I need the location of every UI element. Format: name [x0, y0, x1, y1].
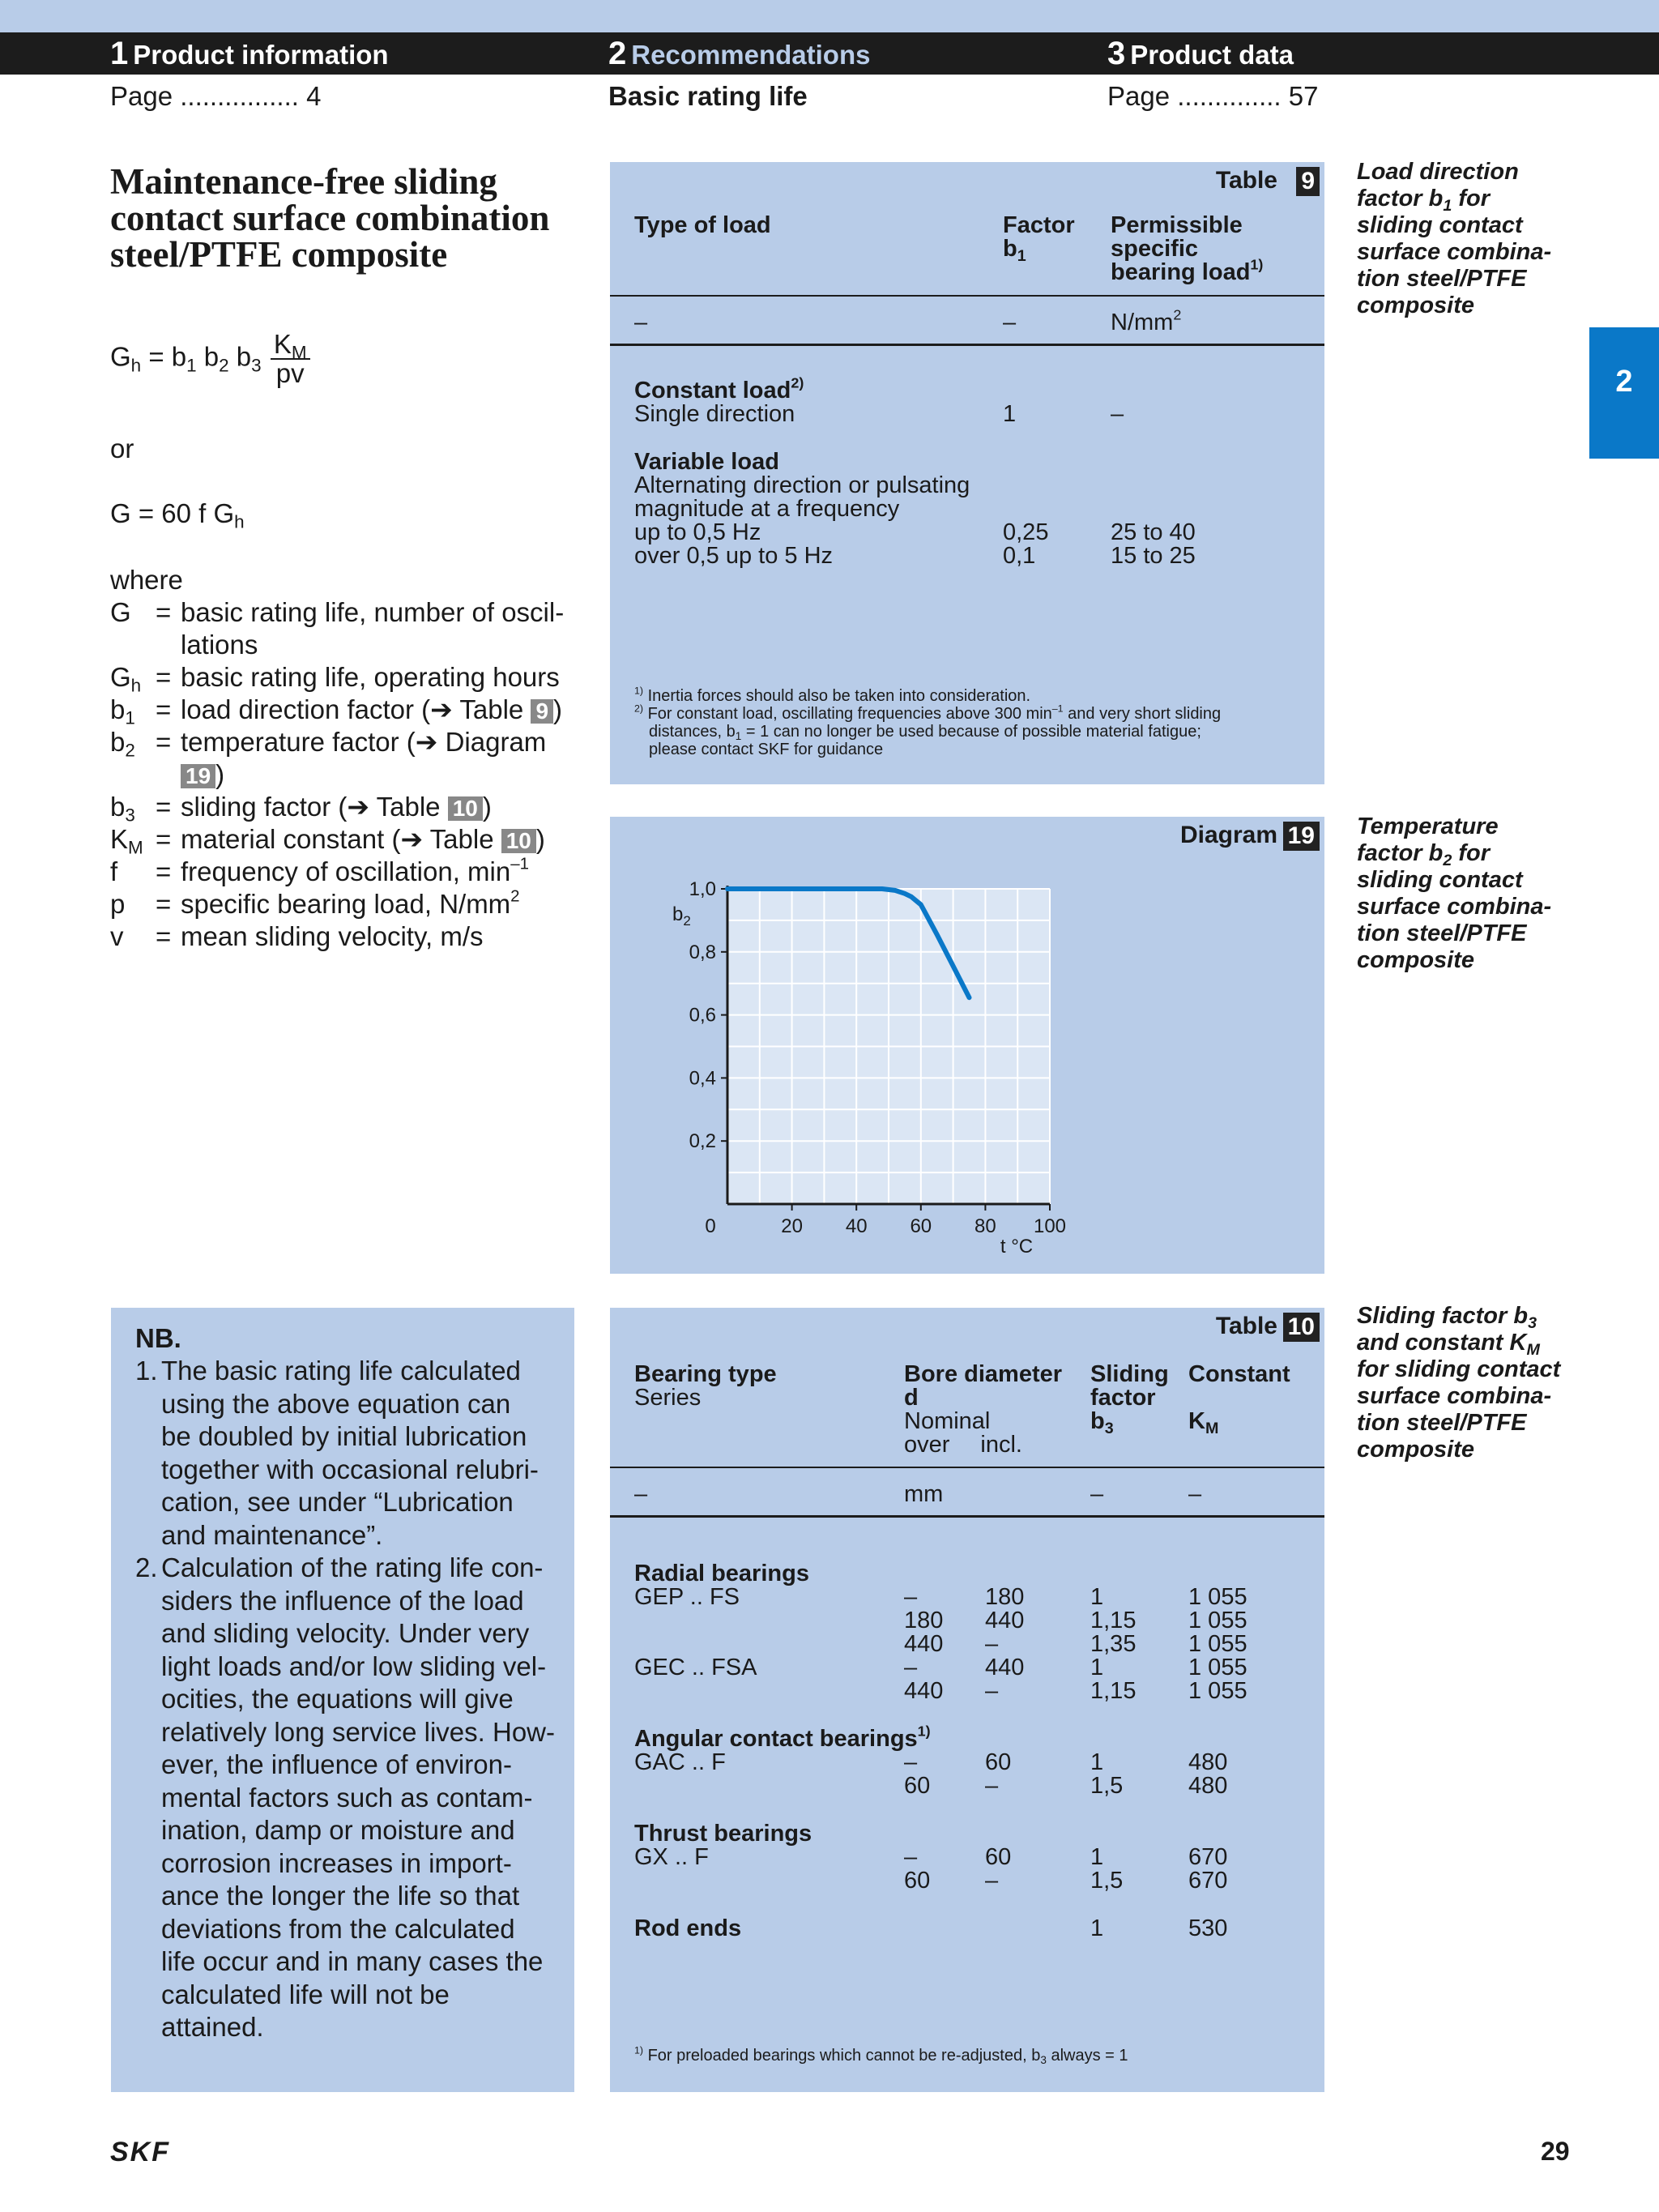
t10-cell: 180 [904, 1608, 944, 1633]
t10-rule-2 [610, 1515, 1324, 1518]
t9-footnote-1: $^{1)}$ Inertia forces should also be taken into consideration. [634, 685, 1031, 705]
t10-cell: 1 [1090, 1749, 1104, 1775]
t9-var-line-4: over 0,5 up to 5 Hz [634, 543, 834, 569]
nb-item-1-line: and maintenance”. [161, 1519, 383, 1550]
t10-cell: 1 [1090, 1655, 1104, 1680]
t10-h-constant: Constant $K_M$ [1188, 1361, 1290, 1437]
t10-cell: – [904, 1655, 918, 1680]
table-10-caption: Sliding factor $b_3$ and constant $K_M$ for sliding contact surface combina- tion steel/PTFE composite [1357, 1303, 1561, 1463]
nb-item-2-line: deviations from the calculated [161, 1913, 515, 1944]
skf-logo: SKF [110, 2137, 170, 2167]
formula-eq2: G = 60 f $G_h$ [110, 498, 245, 532]
t9-rule-1 [610, 295, 1324, 297]
nb-item-2-line: ocities, the equations will give [161, 1684, 514, 1714]
diagram-19-number: 19 [1283, 822, 1320, 851]
ref-table-10[interactable]: 10 [448, 796, 483, 821]
nav-sub-2: Basic rating life [608, 81, 808, 111]
t9-var-factor-1: 0,25 [1003, 519, 1049, 545]
page-number: 29 [1541, 2137, 1570, 2166]
nb-item-2-line: Calculation of the rating life con- 2. [161, 1552, 543, 1585]
t10-cell: – [904, 1584, 918, 1610]
x-tick-label: 80 [975, 1215, 996, 1237]
formula-where: where [110, 565, 183, 595]
t9-unit-3: $N/mm^2$ [1111, 306, 1182, 335]
t9-unit-2: – [1003, 310, 1017, 335]
t10-cell: – [985, 1868, 999, 1894]
y-tick-label: 1,0 [689, 878, 716, 900]
t10-cell: – [904, 1749, 918, 1775]
t10-cell: 1 [1090, 1915, 1104, 1941]
nav-sub-1[interactable]: Page ................ 4 [110, 81, 322, 111]
nb-item-2-line: ance the longer the life so that [161, 1881, 520, 1911]
t10-cell: 1 055 [1188, 1608, 1247, 1633]
t10-cell: – [985, 1631, 999, 1657]
t10-unit-1: – [634, 1481, 648, 1507]
y-tick-label: 0,8 [689, 941, 716, 963]
y-tick-label: 0,4 [689, 1067, 716, 1090]
t10-cell: 1 055 [1188, 1584, 1247, 1610]
table-9-tag: Table [1215, 167, 1277, 194]
t10-cell: 440 [904, 1631, 944, 1657]
t9-footnote-3: distances, $b_1 = 1$ can no longer be used because of possible material fatigue; [649, 723, 1201, 743]
t10-rule-1 [610, 1467, 1324, 1468]
nb-item-1-line: be doubled by initial lubrication [161, 1421, 527, 1451]
nb-item-2-line: corrosion increases in import- [161, 1847, 512, 1878]
ref-table-10b[interactable]: 10 [501, 829, 536, 853]
table-10-number: 10 [1283, 1313, 1320, 1342]
t10-h-sliding: Sliding factor $b_3$ [1090, 1361, 1169, 1437]
t10-cell: 440 [985, 1655, 1025, 1680]
t10-cell: 440 [904, 1678, 944, 1704]
temperature-factor-chart [610, 817, 1324, 1274]
top-band [0, 0, 1659, 32]
t10-cell: 1,35 [1090, 1631, 1137, 1657]
ref-diagram-19[interactable]: 19 [181, 764, 215, 788]
table-9-panel [610, 162, 1324, 784]
ref-table-9[interactable]: 9 [531, 699, 553, 724]
table-10-tag: Table [1215, 1313, 1277, 1339]
t9-h-load: Permissible specific bearing load$^{1)}$ [1111, 212, 1264, 285]
t10-cell: GEC .. FSA [634, 1655, 757, 1680]
nb-item-2-line: attained. [161, 2012, 264, 2042]
t10-group-thrust-bearings: Thrust bearings [634, 1821, 812, 1847]
t9-const-sub: Single direction [634, 401, 795, 427]
formula-main: $G_h = b_1$ $b_2$ $b_3$ $\frac{K_M}{pv}$ [110, 331, 310, 387]
t9-var-factor-2: 0,1 [1003, 543, 1036, 569]
t9-var-line-3: up to 0,5 Hz [634, 519, 761, 545]
t10-cell: 1 055 [1188, 1678, 1247, 1704]
t10-h-bore: Bore diameter d Nominal over incl. [904, 1361, 1063, 1458]
nb-item-1-line: using the above equation can [161, 1388, 511, 1419]
nb-item-2-line: light loads and/or low sliding vel- [161, 1650, 547, 1681]
diagram-19-tag: Diagram [1179, 822, 1277, 848]
t10-cell: 480 [1188, 1773, 1228, 1799]
formula-or: or [110, 433, 134, 463]
diagram-19-caption: Temperature factor $b_2$ for sliding contact surface combina- tion steel/PTFE composite [1357, 813, 1552, 973]
t10-cell: 1,5 [1090, 1773, 1124, 1799]
y-tick-label: 0,2 [689, 1130, 716, 1153]
nb-title: NB. [135, 1323, 181, 1353]
t10-cell: 670 [1188, 1844, 1228, 1870]
t9-var-label: Variable load [634, 449, 779, 475]
t10-cell: 60 [904, 1868, 931, 1894]
t10-cell: 480 [1188, 1749, 1228, 1775]
nav-sub-3[interactable]: Page .............. 57 [1107, 81, 1319, 111]
t9-unit-1: – [634, 310, 648, 335]
nb-item-2-line: siders the influence of the load [161, 1585, 524, 1616]
nb-item-2-line: relatively long service lives. How- [161, 1716, 555, 1747]
x-tick-label: 0 [705, 1215, 716, 1237]
nb-item-1-line: The basic rating life calculated 1. [161, 1355, 521, 1388]
t10-cell: 1 [1090, 1584, 1104, 1610]
t9-rule-2 [610, 344, 1324, 346]
table-10-panel [610, 1308, 1324, 2092]
t10-footnote: $^{1)}$ For preloaded bearings which cannot be re-adjusted, $b_3$ always = 1 [634, 2044, 1128, 2067]
x-tick-label: 60 [910, 1215, 932, 1237]
t10-cell: 1 055 [1188, 1655, 1247, 1680]
t10-cell: 180 [985, 1584, 1025, 1610]
t10-cell: 530 [1188, 1915, 1228, 1941]
t10-cell: – [904, 1844, 918, 1870]
nav-product-information[interactable]: 1 Product information [110, 36, 389, 71]
t10-cell: 1,5 [1090, 1868, 1124, 1894]
t10-cell: – [985, 1773, 999, 1799]
table-9-number: 9 [1296, 167, 1320, 196]
t9-const-factor: 1 [1003, 401, 1017, 427]
t10-group-rod-ends: Rod ends [634, 1915, 742, 1941]
t10-cell: 440 [985, 1608, 1025, 1633]
t10-cell: – [985, 1678, 999, 1704]
x-tick-label: 40 [845, 1215, 868, 1237]
t10-unit-2: mm [904, 1481, 944, 1507]
t10-h-type: Bearing type Series [634, 1361, 777, 1411]
y-axis-label: $b_2$ [672, 903, 691, 929]
table-9-caption: Load direction factor $b_1$ for sliding contact surface combina- tion steel/PTFE composite [1357, 159, 1552, 318]
t9-const-label: Constant load$^{2)}$ [634, 374, 804, 404]
t10-cell: 60 [985, 1844, 1012, 1870]
diagram-19-panel [610, 817, 1324, 1274]
t9-h-type: Type of load [634, 212, 771, 238]
t10-cell: GX .. F [634, 1844, 709, 1870]
t10-cell: 1,15 [1090, 1608, 1137, 1633]
x-tick-label: 20 [781, 1215, 803, 1237]
t10-unit-4: – [1188, 1481, 1202, 1507]
t9-var-load-1: 25 to 40 [1111, 519, 1196, 545]
nb-item-number: 1. [135, 1356, 158, 1386]
t9-var-line-2: magnitude at a frequency [634, 496, 900, 522]
t10-cell: 670 [1188, 1868, 1228, 1894]
nb-item-1-line: together with occasional relubri- [161, 1454, 539, 1484]
t9-h-factor: Factor $b_1$ [1003, 212, 1075, 265]
y-tick-label: 0,6 [689, 1004, 716, 1027]
t10-cell: 60 [904, 1773, 931, 1799]
t10-group-radial-bearings: Radial bearings [634, 1561, 809, 1586]
t9-footnote-2: $^{2)}$ For constant load, oscillating frequencies above 300 $\min^{-1}$ and very short sliding [634, 702, 1222, 723]
nb-item-1-line: cation, see under “Lubrication [161, 1487, 514, 1517]
page-title: Maintenance-free sliding contact surface combination steel/PTFE composite [110, 161, 550, 275]
t10-cell: GEP .. FS [634, 1584, 740, 1610]
t10-group-angular-contact-bearings: Angular contact bearings$^{1)}$ [634, 1723, 931, 1752]
nb-item-2-line: ination, damp or moisture and [161, 1815, 515, 1845]
t10-cell: GAC .. F [634, 1749, 726, 1775]
t9-footnote-4: please contact SKF for guidance [649, 741, 884, 758]
t10-cell: 1 055 [1188, 1631, 1247, 1657]
nav-recommendations[interactable]: 2 Recommendations [608, 36, 871, 71]
t9-var-line-1: Alternating direction or pulsating [634, 472, 970, 498]
x-tick-label: 100 [1033, 1215, 1067, 1237]
nb-item-2-line: calculated life will not be [161, 1979, 450, 2009]
nb-item-2-line: life occur and in many cases the [161, 1946, 544, 1976]
t10-cell: 60 [985, 1749, 1012, 1775]
nb-box [111, 1308, 574, 2092]
t10-unit-3: – [1090, 1481, 1104, 1507]
nav-product-data[interactable]: 3 Product data [1107, 36, 1294, 71]
x-axis-label: t °C [1000, 1236, 1034, 1258]
nb-item-2-line: ever, the influence of environ- [161, 1749, 512, 1779]
nb-item-number: 2. [135, 1552, 158, 1582]
t10-cell: 1,15 [1090, 1678, 1137, 1704]
section-tab[interactable]: 2 [1589, 327, 1659, 459]
t10-cell: 1 [1090, 1844, 1104, 1870]
t9-const-load: – [1111, 401, 1124, 427]
nb-item-2-line: mental factors such as contam- [161, 1782, 533, 1813]
t9-var-load-2: 15 to 25 [1111, 543, 1196, 569]
nb-item-2-line: and sliding velocity. Under very [161, 1618, 530, 1648]
